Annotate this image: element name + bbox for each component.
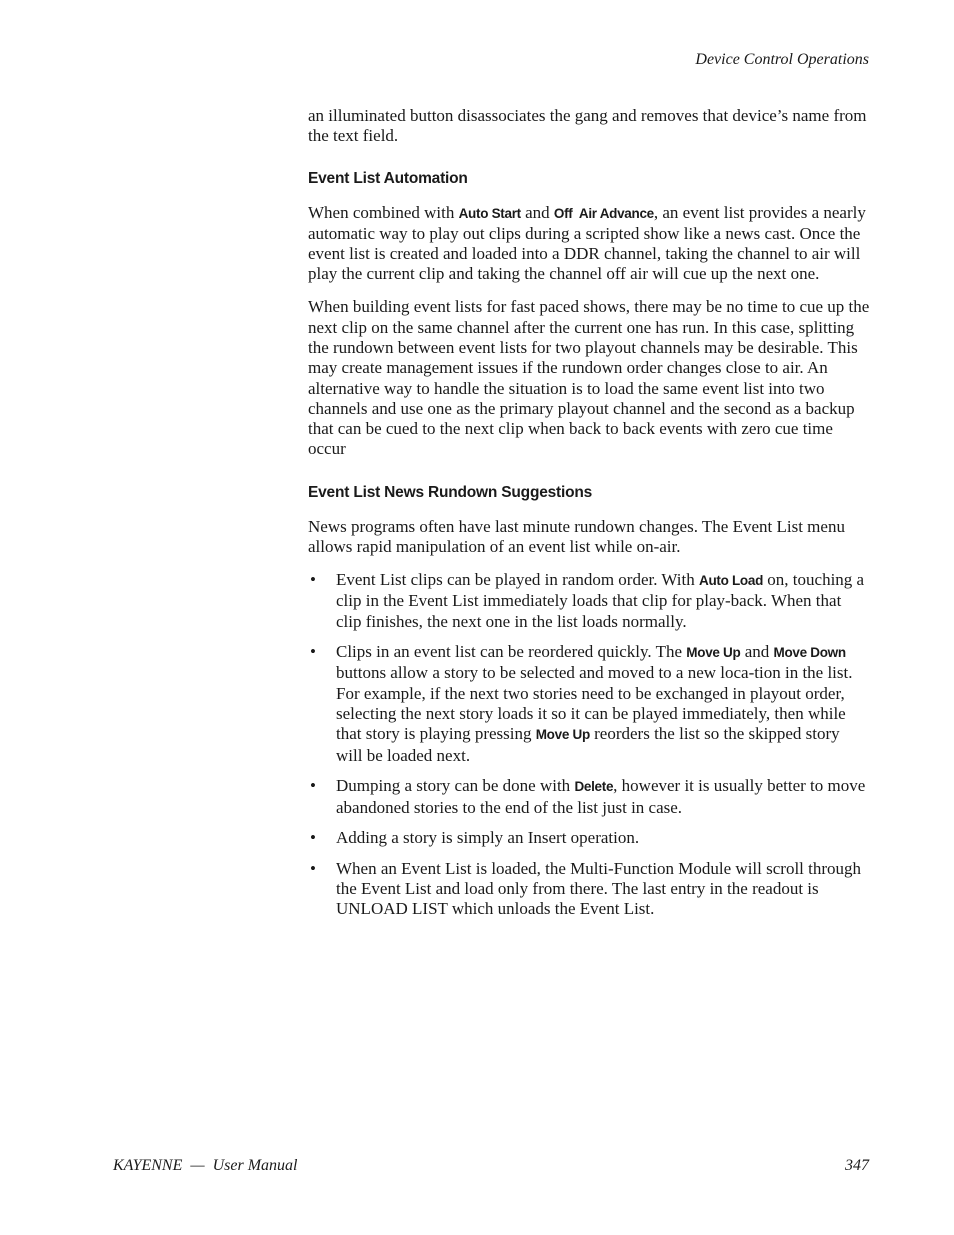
section-heading-event-list-automation: Event List Automation bbox=[308, 169, 468, 187]
rundown-intro-paragraph: News programs often have last minute rundown changes. The Event List menu allows rapid manipulation of an event list while on-air. bbox=[308, 516, 845, 557]
text-run: and bbox=[740, 642, 774, 662]
text-run: on, touching a clip in the Event List immediately loads that clip for play-back. When that clip finishes, the next one in the list loads normally. bbox=[336, 569, 865, 631]
off-air-advance-keyword: Off Air Advance bbox=[553, 205, 654, 221]
suggestions-list bbox=[308, 570, 870, 920]
text-run: When an Event List is loaded, the Multi-Function Module will scroll through the Event List and load only from there. The last entry in the readout is UNLOAD LIST which unloads the Event List. bbox=[336, 858, 862, 919]
automation-paragraph-1 bbox=[308, 203, 870, 285]
text-run: and bbox=[520, 202, 554, 222]
list-item bbox=[308, 642, 870, 766]
page-body bbox=[308, 106, 870, 930]
text-run: Event List clips can be played in random order. With bbox=[336, 569, 699, 589]
text-run: Dumping a story can be done with bbox=[336, 776, 575, 796]
text-run: reorders the list so the skipped story will be loaded next. bbox=[336, 724, 840, 765]
text-run: buttons allow a story to be selected and moved to a new loca-tion in the list. For example, if the next two stories need to be exchanged in playout order, selecting the next story loads it so it can be played immediately, then while that story is playing pressing bbox=[336, 663, 853, 744]
page-number: 347 bbox=[845, 1157, 869, 1174]
bullet-icon: • bbox=[310, 776, 316, 796]
text-run: , an event list provides a nearly automatic way to play out clips during a scripted show like a news cast. Once the event list is created and loaded into a DDR channel, taking the channel to air will play the current clip and taking the channel off air will cue up the next one. bbox=[308, 202, 866, 284]
list-item bbox=[308, 570, 870, 632]
text-run: Adding a story is simply an Insert operation. bbox=[336, 828, 640, 848]
list-item bbox=[308, 859, 870, 920]
text-run: Clips in an event list can be reordered quickly. The bbox=[336, 642, 687, 662]
text-run: When combined with bbox=[308, 202, 459, 222]
text-run: , however it is usually better to move abandoned stories to the end of the list just in case. bbox=[336, 776, 866, 817]
move-down-keyword: Move Down bbox=[773, 645, 846, 661]
bullet-icon: • bbox=[310, 828, 316, 848]
move-up-keyword: Move Up bbox=[535, 727, 590, 743]
bullet-icon: • bbox=[310, 569, 316, 589]
automation-paragraph-2: When building event lists for fast paced shows, there may be no time to cue up the next clip on the same channel after the current one has run. In this case, splitting the rundown between event lists for two playout channels may be desirable. This may create management issues if the rundown order changes close to air. An alternative way to handle the situation is to load the same event list into two channels and use one as the primary playout channel and the second as a backup that can be cued to the next clip when back to back events with zero cue time occur bbox=[308, 297, 870, 459]
intro-paragraph: an illuminated button disassociates the gang and removes that device’s name from the text field. bbox=[308, 106, 867, 146]
move-up-keyword: Move Up bbox=[686, 645, 741, 661]
running-header: Device Control Operations bbox=[695, 51, 869, 68]
section-heading-news-rundown: Event List News Rundown Suggestions bbox=[308, 483, 593, 501]
bullet-icon: • bbox=[310, 642, 316, 662]
delete-keyword: Delete bbox=[574, 779, 614, 795]
auto-load-keyword: Auto Load bbox=[699, 572, 764, 588]
auto-start-keyword: Auto Start bbox=[458, 205, 521, 221]
list-item bbox=[308, 776, 870, 818]
list-item bbox=[308, 828, 870, 848]
bullet-icon: • bbox=[310, 858, 316, 878]
footer-manual-title: KAYENNE — User Manual bbox=[113, 1157, 298, 1174]
